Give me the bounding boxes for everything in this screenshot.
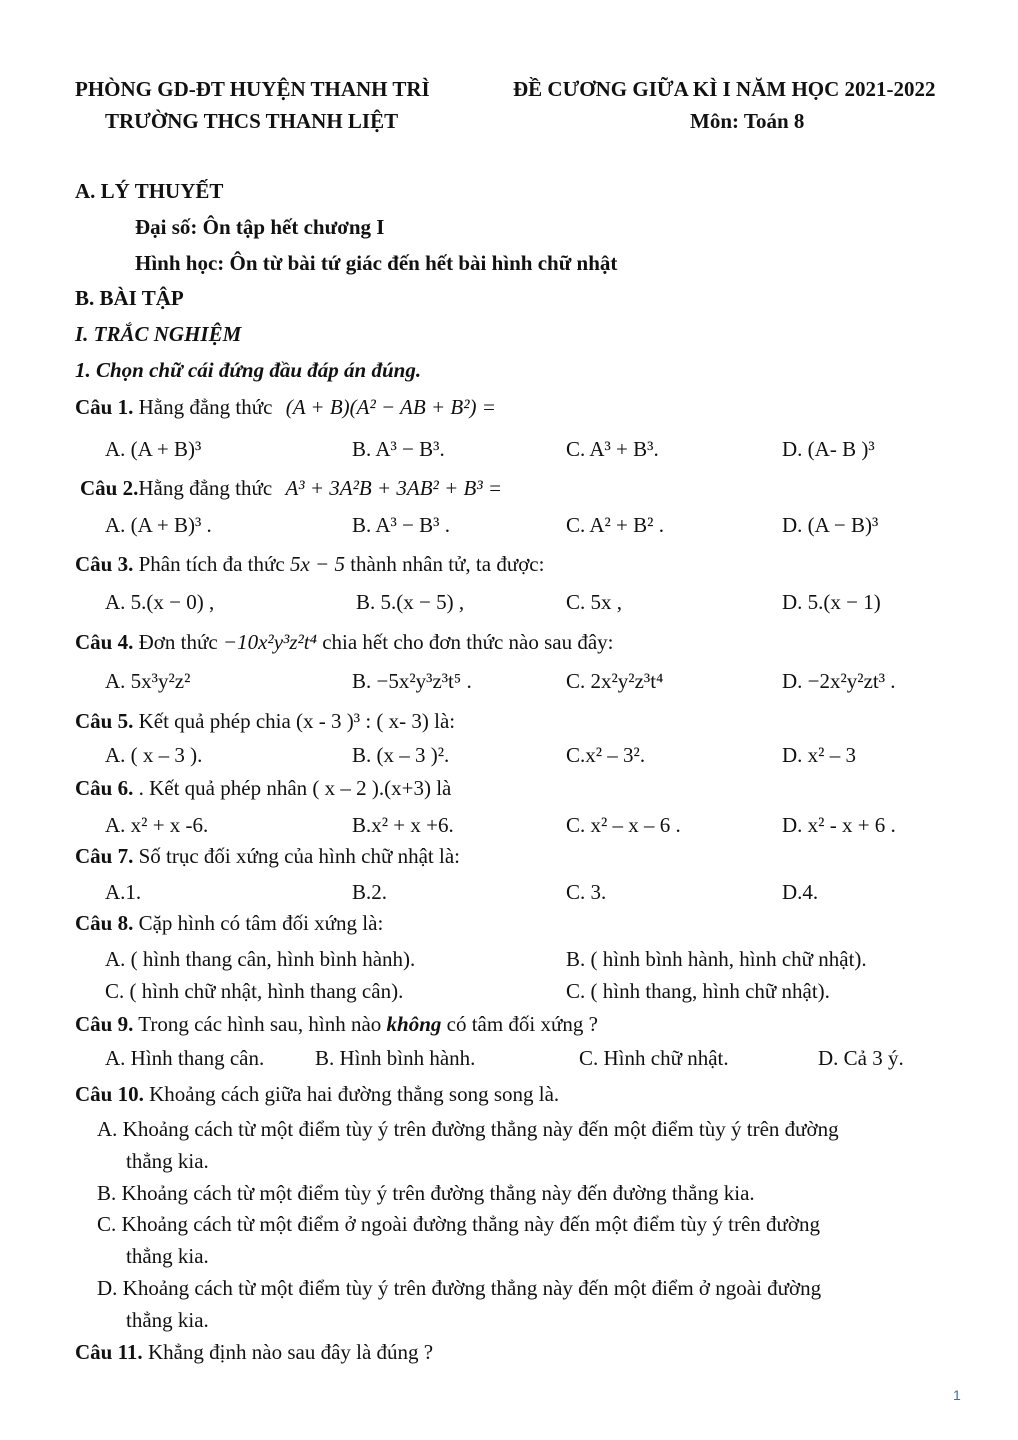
q1-option-a: A. (A + B)³	[105, 437, 202, 461]
q1-option-b: B. A³ − B³.	[352, 437, 445, 461]
question-2: Câu 2.Hằng đẳng thức A³ + 3A²B + 3AB² + B³ =	[80, 476, 503, 500]
q10-option-c-cont: thẳng kia.	[126, 1244, 209, 1268]
q5-option-a: A. ( x – 3 ).	[105, 743, 203, 767]
section-exercises: B. BÀI TẬP	[75, 286, 184, 310]
theory-algebra: Đại số: Ôn tập hết chương I	[135, 215, 385, 239]
q6-option-c: C. x² – x – 6 .	[566, 813, 681, 837]
question-7: Câu 7. Số trục đối xứng của hình chữ nhật là:	[75, 844, 460, 868]
q3-option-c: C. 5x ,	[566, 590, 623, 614]
q6-option-d: D. x² - x + 6 .	[782, 813, 896, 837]
instruction: 1. Chọn chữ cái đứng đầu đáp án đúng.	[75, 358, 422, 382]
q3-option-d: D. 5.(x − 1)	[782, 590, 881, 614]
q7-option-a: A.1.	[105, 880, 142, 904]
q10-option-a: A. Khoảng cách từ một điểm tùy ý trên đường thẳng này đến một điểm tùy ý trên đường	[97, 1117, 839, 1141]
q8-option-c: C. ( hình chữ nhật, hình thang cân).	[105, 979, 404, 1003]
question-5: Câu 5. Kết quả phép chia (x - 3 )³ : ( x- 3) là:	[75, 709, 456, 733]
q8-option-d: C. ( hình thang, hình chữ nhật).	[566, 979, 830, 1003]
q8-option-b: B. ( hình bình hành, hình chữ nhật).	[566, 947, 867, 971]
q9-option-c: C. Hình chữ nhật.	[579, 1046, 729, 1070]
question-11: Câu 11. Khẳng định nào sau đây là đúng ?	[75, 1340, 434, 1364]
school-office: PHÒNG GD-ĐT HUYỆN THANH TRÌ	[75, 77, 430, 101]
q1-option-c: C. A³ + B³.	[566, 437, 659, 461]
subject: Môn: Toán 8	[690, 109, 805, 133]
q4-option-a: A. 5x³y²z²	[105, 669, 191, 693]
q7-option-c: C. 3.	[566, 880, 607, 904]
q5-option-d: D. x² – 3	[782, 743, 856, 767]
q9-option-a: A. Hình thang cân.	[105, 1046, 265, 1070]
q4-option-c: C. 2x²y²z³t⁴	[566, 669, 664, 693]
question-8: Câu 8. Cặp hình có tâm đối xứng là:	[75, 911, 384, 935]
q2-option-c: C. A² + B² .	[566, 513, 664, 537]
question-6: Câu 6. . Kết quả phép nhân ( x – 2 ).(x+3) là	[75, 776, 452, 800]
document-title: ĐỀ CƯƠNG GIỮA KÌ I NĂM HỌC 2021-2022	[513, 77, 936, 101]
theory-geometry: Hình học: Ôn từ bài tứ giác đến hết bài hình chữ nhật	[135, 251, 618, 275]
q2-option-a: A. (A + B)³ .	[105, 513, 212, 537]
part-multiple-choice: I. TRẮC NGHIỆM	[75, 322, 242, 346]
question-4: Câu 4. Đơn thức −10x²y³z²t⁴ chia hết cho đơn thức nào sau đây:	[75, 630, 614, 654]
q7-option-d: D.4.	[782, 880, 819, 904]
q5-option-b: B. (x – 3 )².	[352, 743, 450, 767]
school-name: TRƯỜNG THCS THANH LIỆT	[105, 109, 399, 133]
q3-option-a: A. 5.(x − 0) ,	[105, 590, 215, 614]
question-10: Câu 10. Khoảng cách giữa hai đường thẳng song song là.	[75, 1082, 560, 1106]
question-1: Câu 1. Hằng đẳng thức (A + B)(A² − AB + B²) =	[75, 395, 496, 419]
q7-option-b: B.2.	[352, 880, 388, 904]
q2-option-b: B. A³ − B³ .	[352, 513, 450, 537]
q9-option-d: D. Cả 3 ý.	[818, 1046, 904, 1070]
q9-option-b: B. Hình bình hành.	[315, 1046, 476, 1070]
section-theory: A. LÝ THUYẾT	[75, 179, 224, 203]
q10-option-c: C. Khoảng cách từ một điểm ở ngoài đường thẳng này đến một điểm tùy ý trên đường	[97, 1212, 821, 1236]
q10-option-a-cont: thẳng kia.	[126, 1149, 209, 1173]
q10-option-d: D. Khoảng cách từ một điểm tùy ý trên đường thẳng này đến một điểm ở ngoài đường	[97, 1276, 822, 1300]
q8-option-a: A. ( hình thang cân, hình bình hành).	[105, 947, 416, 971]
question-3: Câu 3. Phân tích đa thức 5x − 5 thành nhân tử, ta được:	[75, 552, 545, 576]
q6-option-a: A. x² + x -6.	[105, 813, 209, 837]
q5-option-c: C.x² – 3².	[566, 743, 646, 767]
q1-option-d: D. (A- B )³	[782, 437, 875, 461]
q10-option-b: B. Khoảng cách từ một điểm tùy ý trên đường thẳng này đến đường thẳng kia.	[97, 1181, 755, 1205]
q10-option-d-cont: thẳng kia.	[126, 1308, 209, 1332]
question-9: Câu 9. Trong các hình sau, hình nào không có tâm đối xứng ?	[75, 1012, 598, 1036]
q6-option-b: B.x² + x +6.	[352, 813, 454, 837]
q2-option-d: D. (A − B)³	[782, 513, 879, 537]
q4-option-d: D. −2x²y²zt³ .	[782, 669, 896, 693]
page-number: 1	[953, 1387, 961, 1403]
q4-option-b: B. −5x²y³z³t⁵ .	[352, 669, 472, 693]
q3-option-b: B. 5.(x − 5) ,	[356, 590, 465, 614]
